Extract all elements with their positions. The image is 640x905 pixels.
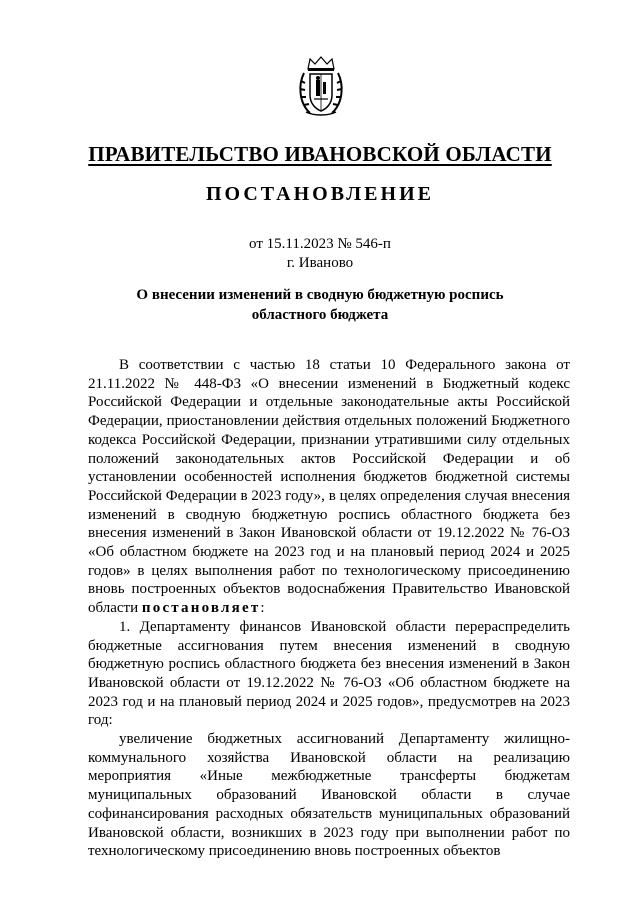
paragraph-1-end: :	[260, 600, 265, 617]
body-paragraph-2: 1. Департаменту финансов Ивановской области перераспределить бюджетные ассигнования путем внесения изменений в сводную бюджетную роспись областного бюджета без внесения изменений в Закон Ивановской области от 19.12.2022 № 76-ОЗ «Об областном бюджете на 2023 год и на плановый период 2024 и 2025 годов», предусмотрев на 2023 год:	[88, 618, 570, 729]
document-title	[120, 285, 520, 325]
resolution-keyword: постановляет	[141, 600, 261, 617]
organization-heading: ПРАВИТЕЛЬСТВО ИВАНОВСКОЙ ОБЛАСТИ	[88, 142, 552, 166]
title-line-2: областного бюджета	[251, 307, 389, 323]
paragraph-1-text: В соответствии с частью 18 статьи 10 Федерального закона от 21.11.2022 № 448-ФЗ «О внесении изменений в Бюджетный кодекс Российской Федерации и отдельные законодательные акты Российской Федерации, приостановлении действия отдельных положений Бюджетного кодекса Российской Федерации, признании утратившими силу отдельных положений законодательных актов Российской Федерации и об установлении особенностей исполнения бюджетов бюджетной системы Российской Федерации в 2023 году», в целях определения случая внесения изменений в сводную бюджетную роспись областного бюджета без внесения изменений в Закон Ивановской области от 19.12.2022 № 76-ОЗ «Об областном бюджете на 2023 год и на плановый период 2024 и 2025 годов» в целях выполнения работ по технологическому присоединению вновь построенных объектов водоснабжения Правительство Ивановской области	[88, 357, 570, 617]
document-type: ПОСТАНОВЛЕНИЕ	[206, 183, 434, 205]
title-line-1: О внесении изменений в сводную бюджетную роспись	[136, 287, 504, 303]
body-paragraph-3: увеличение бюджетных ассигнований Департаменту жилищно-коммунального хозяйства Ивановской области на реализацию мероприятия «Иные межбюджетные трансферты бюджетам муниципальных образований Ивановской области в случае софинансирования расходных обязательств муниципальных образований Ивановской области, возникших в 2023 году при выполнении работ по технологическому присоединению вновь построенных объектов	[88, 731, 570, 860]
document-date-number: от 15.11.2023 № 546-п	[249, 236, 391, 252]
document-body	[88, 356, 570, 861]
body-paragraph-1	[88, 356, 570, 618]
ivanovo-coat-of-arms-icon	[296, 55, 346, 117]
document-city: г. Иваново	[286, 255, 354, 271]
